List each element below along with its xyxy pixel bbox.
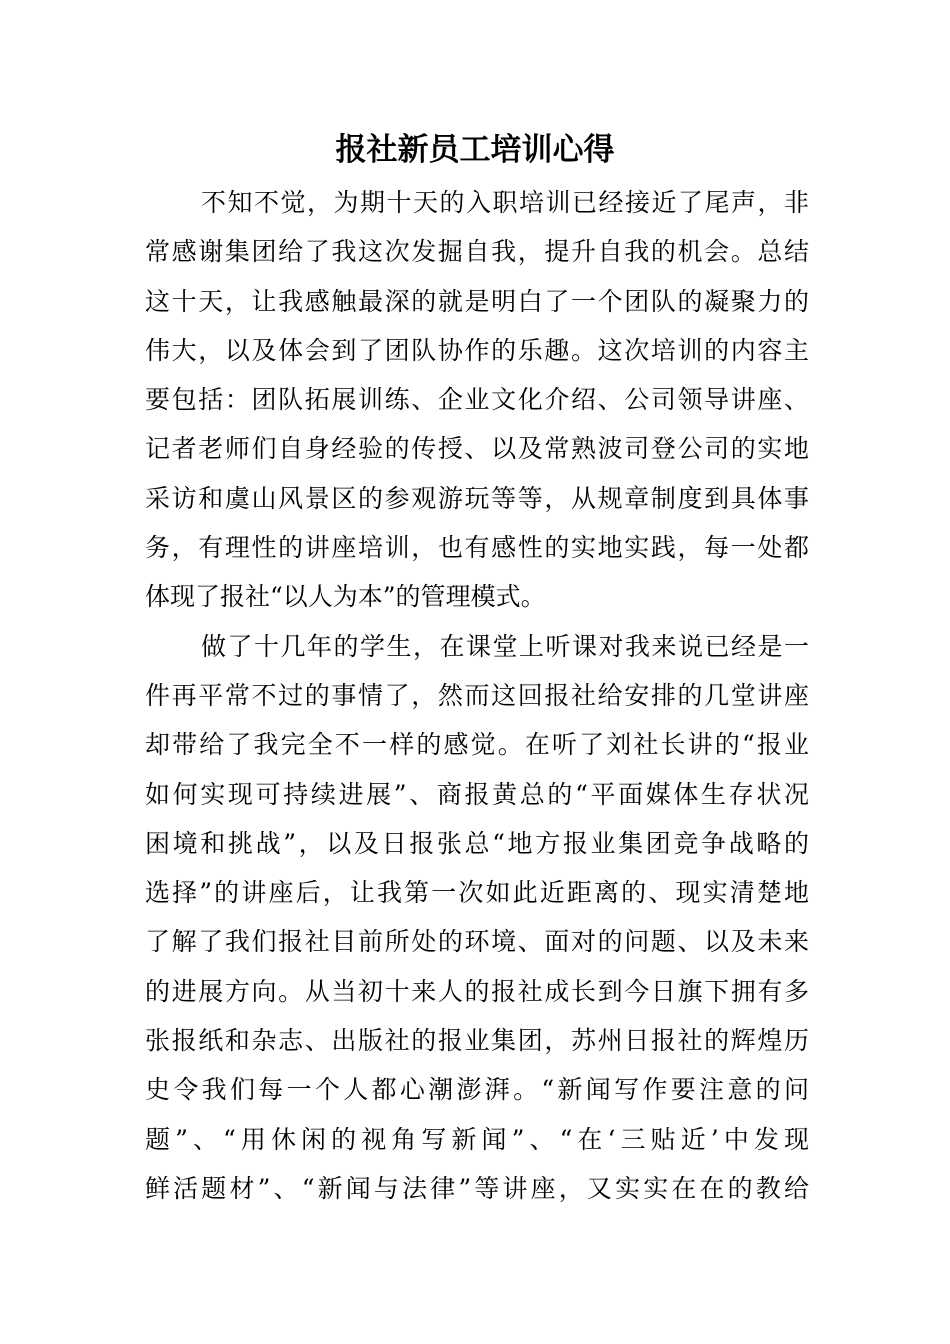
- paragraph-line: 却带给了我完全不一样的感觉。在听了刘社长讲的“报业: [145, 730, 809, 760]
- paragraph-line: 记者老师们自身经验的传授、以及常熟波司登公司的实地: [145, 434, 809, 464]
- paragraph-line: 采访和虞山风景区的参观游玩等等，从规章制度到具体事: [145, 483, 809, 513]
- paragraph-line: 如何实现可持续进展”、商报黄总的“平面媒体生存状况: [145, 779, 809, 809]
- paragraph-line: 要包括：团队拓展训练、企业文化介绍、公司领导讲座、: [145, 385, 809, 415]
- paragraph-line: 体现了报社“以人为本”的管理模式。: [145, 582, 546, 612]
- paragraph-line: 常感谢集团给了我这次发掘自我，提升自我的机会。总结: [145, 237, 809, 267]
- paragraph-line: 伟大，以及体会到了团队协作的乐趣。这次培训的内容主: [145, 335, 809, 365]
- paragraph-line: 务，有理性的讲座培训，也有感性的实地实践，每一处都: [145, 533, 809, 563]
- paragraph-line: 史令我们每一个人都心潮澎湃。“新闻写作要注意的问: [145, 1075, 809, 1105]
- document-title: 报社新员工培训心得: [335, 132, 615, 168]
- paragraph-line: 选择”的讲座后，让我第一次如此近距离的、现实清楚地: [145, 878, 809, 908]
- paragraph-line: 的进展方向。从当初十来人的报社成长到今日旗下拥有多: [145, 976, 809, 1006]
- document-body: [145, 178, 809, 1213]
- paragraph-line: 鲜活题材”、“新闻与法律”等讲座，又实实在在的教给: [145, 1173, 809, 1203]
- paragraph-line: 不知不觉，为期十天的入职培训已经接近了尾声，非: [201, 188, 809, 217]
- paragraph-line: 做了十几年的学生，在课堂上听课对我来说已经是一: [201, 631, 809, 661]
- paragraph-line: 这十天，让我感触最深的就是明白了一个团队的凝聚力的: [145, 286, 809, 316]
- paragraph-line: 件再平常不过的事情了，然而这回报社给安排的几堂讲座: [145, 680, 809, 710]
- paragraph-line: 困境和挑战”，以及日报张总“地方报业集团竞争战略的: [145, 828, 809, 858]
- paragraph-line: 张报纸和杂志、出版社的报业集团，苏州日报社的辉煌历: [145, 1026, 809, 1056]
- paragraph-line: 题”、“用休闲的视角写新闻”、“在‘三贴近’中发现: [145, 1124, 809, 1154]
- paragraph-line: 了解了我们报社目前所处的环境、面对的问题、以及未来: [145, 927, 809, 957]
